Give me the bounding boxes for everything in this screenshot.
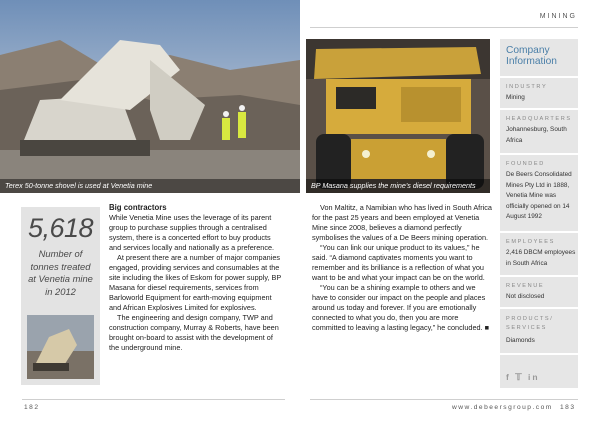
stat-line: tonnes treated (30, 260, 91, 272)
headquarters-label: HEADQUARTERS (506, 116, 572, 122)
left-photo-caption: Terex 50-tonne shovel is used at Venetia mine (0, 179, 300, 193)
section-divider (310, 27, 578, 28)
sidebar-divider (500, 307, 578, 309)
facebook-icon[interactable]: f (506, 372, 511, 382)
products-label: PRODUCTS/ SERVICES (506, 316, 554, 331)
footer-rule-left (22, 399, 285, 400)
shovel-illustration (0, 0, 300, 193)
paragraph: “You can link our unique product to its values,” he said. “A diamond captivates moments you want to remember and its brilliance is a reflection of what you want to be and what your impact can be on the world. (312, 243, 485, 282)
sidebar-title (506, 45, 557, 67)
sidebar-title-line: Information (506, 56, 557, 67)
paragraph: At present there are a number of major companies engaged, providing services and consumables at the site including the likes of Eskom for power supply, BP Masana for diesel requirements, services from Barloworld Equipment for earth-moving equipment and African Explosives Limited for explosives. (109, 253, 282, 312)
stat-number: 5,618 (27, 213, 94, 243)
founded-label: FOUNDED (506, 161, 545, 167)
stat-line: Number of (38, 248, 83, 259)
products-value: Diamonds (506, 337, 535, 344)
revenue-label: REVENUE (506, 283, 545, 289)
footer-url[interactable]: www.debeersgroup.com (452, 404, 553, 411)
section-label: MINING (539, 13, 577, 20)
paragraph: The engineering and design company, TWP and construction company, Murray & Roberts, have been brought on-board to assist with the development of the underground mine. (109, 313, 279, 352)
sidebar-divider (500, 231, 578, 233)
article-column-2 (312, 203, 492, 333)
stat-callout (21, 207, 100, 385)
left-page-number: 182 (24, 404, 40, 411)
twitter-icon[interactable]: 𝕋 (515, 372, 524, 382)
stat-description (23, 248, 98, 298)
paragraph: While Venetia Mine uses the leverage of its parent group to purchase supplies through a centralised system, there is a concerted effort to buy products and services locally and nationally as a preference. (109, 213, 275, 252)
industry-value: Mining (506, 94, 525, 101)
headquarters-value: Johannesburg, South Africa (506, 126, 567, 144)
sidebar-divider (500, 108, 578, 110)
employees-label: EMPLOYEES (506, 239, 555, 245)
sidebar-title-line: Company (506, 45, 550, 56)
sidebar-divider (500, 353, 578, 355)
social-links (506, 372, 540, 383)
article-column-1 (109, 203, 284, 353)
footer-rule-right (310, 399, 578, 400)
article-heading: Big contractors (109, 203, 167, 212)
stat-line: in 2012 (45, 285, 76, 297)
company-info-sidebar (500, 39, 578, 388)
shovel-thumbnail (27, 315, 94, 379)
sidebar-divider (500, 275, 578, 277)
paragraph: “You can be a shining example to others and we have to consider our impact on the people and places around us today and forever. If you are emotionally connected to what you do, then you are more committed to leaving a lasting legacy,” he concluded. ■ (312, 283, 490, 332)
linkedin-icon[interactable]: in (527, 372, 540, 382)
thumbnail-illustration (27, 315, 94, 379)
sidebar-divider (500, 153, 578, 155)
stat-line: at Venetia mine (28, 273, 93, 284)
right-photo-caption: BP Masana supplies the mine’s diesel requirements (306, 179, 490, 193)
industry-label: INDUSTRY (506, 84, 548, 90)
founded-value: De Beers Consolidated Mines Pty Ltd in 1888, Venetia Mine was officially opened on 14 August 1992 (506, 171, 572, 220)
right-page-number: 183 (560, 404, 576, 411)
paragraph: Von Maltitz, a Namibian who has lived in South Africa for the past 25 years and been employed at Venetia Mine since 2008, believes a diamond perfectly symbolises the values of a De Beers mining operation. (312, 203, 492, 242)
truck-photo (306, 39, 490, 193)
revenue-value: Not disclosed (506, 293, 545, 300)
employees-value: 2,416 DBCM employees in South Africa (506, 249, 576, 267)
sidebar-divider (500, 76, 578, 78)
shovel-photo (0, 0, 300, 193)
truck-illustration (306, 39, 490, 193)
